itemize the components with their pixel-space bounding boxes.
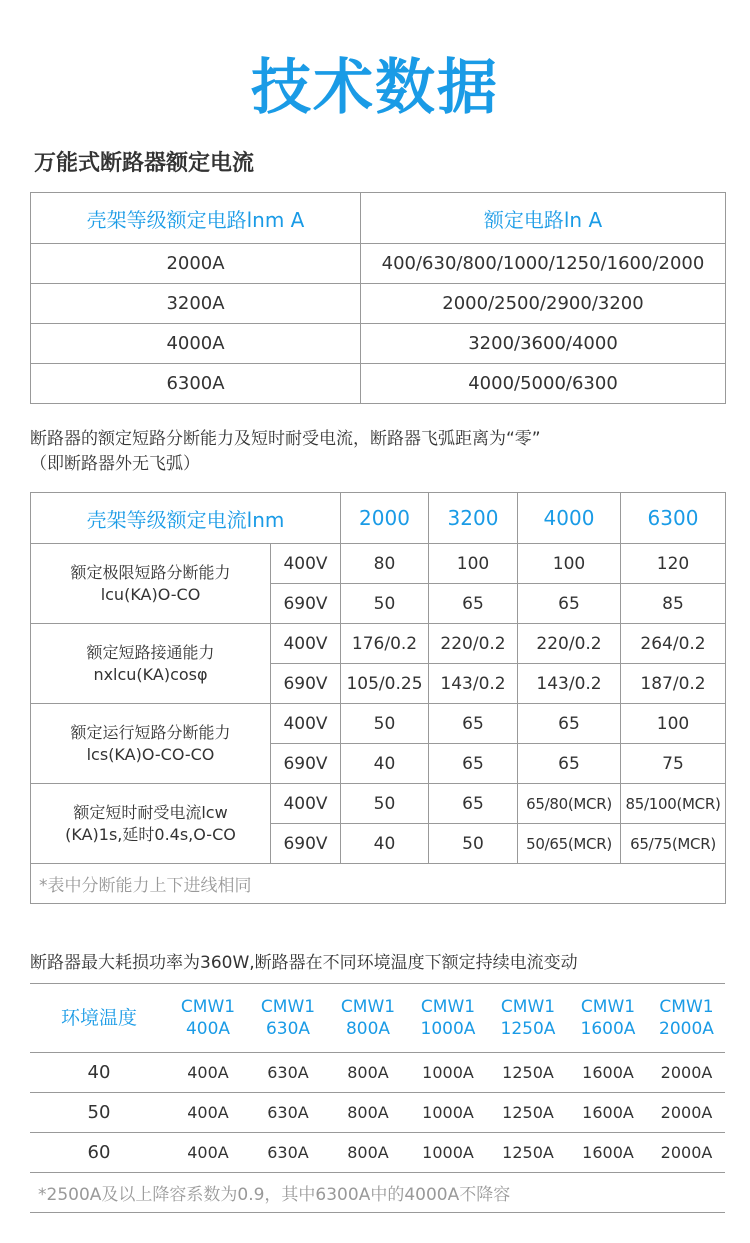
- page-title: 技术数据: [251, 53, 499, 123]
- footnote-row: [31, 864, 726, 904]
- table-cell: 400A: [168, 1053, 248, 1093]
- temperature-cell: 60: [30, 1133, 168, 1173]
- table-cell: 65: [429, 784, 518, 824]
- row-label-line: (KA)1s,延时0.4s,O-CO: [65, 824, 236, 844]
- table-row: [30, 1053, 725, 1093]
- table-cell: 3200/3600/4000: [361, 324, 726, 364]
- table-cell: 143/0.2: [429, 664, 518, 704]
- table-cell: 1600A: [568, 1133, 648, 1173]
- table-cell: 50/65(MCR): [518, 824, 621, 864]
- table-cell: 105/0.25: [341, 664, 429, 704]
- note-line: （即断路器外无飞弧）: [30, 454, 200, 474]
- table-cell: 1250A: [488, 1093, 568, 1133]
- voltage-cell: 400V: [271, 784, 341, 824]
- table-footnote: *2500A及以上降容系数为0.9，其中6300A中的4000A不降容: [30, 1173, 725, 1213]
- row-label: [31, 704, 271, 784]
- table-cell: 630A: [248, 1053, 328, 1093]
- temperature-cell: 50: [30, 1093, 168, 1133]
- temperature-derating-table: [30, 983, 725, 1213]
- header-line: 1600A: [580, 1019, 636, 1039]
- table-header-row: [30, 984, 725, 1053]
- table-cell: 4000A: [31, 324, 361, 364]
- header-line: CMW1: [500, 997, 556, 1017]
- table-cell: 800A: [328, 1133, 408, 1173]
- voltage-cell: 400V: [271, 544, 341, 584]
- row-label-line: 额定短路接通能力: [86, 642, 215, 662]
- header-line: 800A: [345, 1019, 391, 1039]
- table-cell: 220/0.2: [518, 624, 621, 664]
- table-cell: 40: [341, 824, 429, 864]
- footnote-row: [30, 1173, 725, 1213]
- row-label-line: lcs(KA)O-CO-CO: [86, 744, 215, 764]
- table-cell: 2000A: [31, 244, 361, 284]
- header-line: 1000A: [420, 1019, 476, 1039]
- table-cell: 6300A: [31, 364, 361, 404]
- header-line: 400A: [185, 1019, 231, 1039]
- table-cell: 400A: [168, 1133, 248, 1173]
- table-cell: 40: [341, 744, 429, 784]
- table-cell: 630A: [248, 1093, 328, 1133]
- table-row: [31, 784, 726, 824]
- header-line: CMW1: [420, 997, 476, 1017]
- power-loss-note: 断路器最大耗损功率为360W,断路器在不同环境温度下额定持续电流变动: [30, 953, 578, 973]
- table-header-cell: [248, 984, 328, 1053]
- header-line: 2000A: [659, 1019, 714, 1039]
- table-header-cell: 6300: [621, 493, 726, 544]
- table-header-row: [31, 193, 726, 244]
- table-cell: 630A: [248, 1133, 328, 1173]
- table-header-cell: [328, 984, 408, 1053]
- table-row: [31, 284, 726, 324]
- table-header-cell: 壳架等级额定电路lnm A: [31, 193, 361, 244]
- voltage-cell: 400V: [271, 624, 341, 664]
- table-cell: 187/0.2: [621, 664, 726, 704]
- voltage-cell: 690V: [271, 584, 341, 624]
- row-label: [31, 544, 271, 624]
- table-cell: 75: [621, 744, 726, 784]
- table-cell: 65: [518, 744, 621, 784]
- table-cell: 50: [341, 584, 429, 624]
- table-cell: 1250A: [488, 1133, 568, 1173]
- voltage-cell: 690V: [271, 824, 341, 864]
- row-label-line: lcu(KA)O-CO: [100, 584, 201, 604]
- table-cell: 2000A: [648, 1093, 725, 1133]
- table-header-cell: [488, 984, 568, 1053]
- header-line: CMW1: [260, 997, 316, 1017]
- table-header-cell: [648, 984, 725, 1053]
- table-footnote: *表中分断能力上下进线相同: [31, 864, 726, 904]
- header-line: CMW1: [180, 997, 236, 1017]
- voltage-cell: 400V: [271, 704, 341, 744]
- note-line: 断路器的额定短路分断能力及短时耐受电流，断路器飞弧距离为“零”: [30, 429, 541, 449]
- table-row: [31, 324, 726, 364]
- table-header-cell: 3200: [429, 493, 518, 544]
- table-cell: 4000/5000/6300: [361, 364, 726, 404]
- table-cell: 65: [429, 584, 518, 624]
- rated-current-table: [30, 192, 726, 404]
- row-label-line: 额定极限短路分断能力: [70, 562, 231, 582]
- table-cell: 85: [621, 584, 726, 624]
- breaking-capacity-table: [30, 492, 726, 904]
- table-cell: 65: [518, 704, 621, 744]
- table-cell: 176/0.2: [341, 624, 429, 664]
- table-cell: 800A: [328, 1093, 408, 1133]
- table-cell: 65: [518, 584, 621, 624]
- table-header-row: [31, 493, 726, 544]
- table-cell: 400A: [168, 1093, 248, 1133]
- table-cell: 264/0.2: [621, 624, 726, 664]
- table-row: [31, 624, 726, 664]
- section-title: 万能式断路器额定电流: [34, 151, 255, 176]
- table-cell: 220/0.2: [429, 624, 518, 664]
- table-header-cell: 4000: [518, 493, 621, 544]
- table-row: [31, 544, 726, 584]
- table-cell: 1250A: [488, 1053, 568, 1093]
- table-cell: 100: [518, 544, 621, 584]
- table-row: [31, 244, 726, 284]
- table-cell: 1600A: [568, 1093, 648, 1133]
- table-cell: 50: [341, 704, 429, 744]
- table-cell: 400/630/800/1000/1250/1600/2000: [361, 244, 726, 284]
- table-cell: 85/100(MCR): [621, 784, 726, 824]
- row-label-line: 额定运行短路分断能力: [70, 722, 231, 742]
- header-line: CMW1: [580, 997, 636, 1017]
- table-header-cell: [168, 984, 248, 1053]
- row-label: [31, 784, 271, 864]
- row-label-line: 额定短时耐受电流lcw: [73, 802, 228, 822]
- header-line: 630A: [265, 1019, 311, 1039]
- header-line: 1250A: [500, 1019, 556, 1039]
- table-header-cell: [408, 984, 488, 1053]
- table-header-cell: 环境温度: [30, 984, 168, 1053]
- table-cell: 1000A: [408, 1093, 488, 1133]
- table-cell: 2000/2500/2900/3200: [361, 284, 726, 324]
- table-header-cell: 2000: [341, 493, 429, 544]
- temperature-cell: 40: [30, 1053, 168, 1093]
- table-cell: 120: [621, 544, 726, 584]
- table-cell: 65/75(MCR): [621, 824, 726, 864]
- table-row: [31, 704, 726, 744]
- table-cell: 1000A: [408, 1053, 488, 1093]
- table-row: [30, 1133, 725, 1173]
- table-cell: 100: [429, 544, 518, 584]
- table-cell: 3200A: [31, 284, 361, 324]
- table-cell: 65: [429, 704, 518, 744]
- header-line: CMW1: [659, 997, 714, 1017]
- table-cell: 800A: [328, 1053, 408, 1093]
- table-cell: 2000A: [648, 1053, 725, 1093]
- table-row: [30, 1093, 725, 1133]
- table-header-cell: 额定电路ln A: [361, 193, 726, 244]
- table-cell: 1600A: [568, 1053, 648, 1093]
- row-label-line: nxlcu(KA)cosφ: [93, 664, 208, 684]
- table-cell: 50: [341, 784, 429, 824]
- table-cell: 100: [621, 704, 726, 744]
- table-cell: 50: [429, 824, 518, 864]
- table-cell: 65: [429, 744, 518, 784]
- table-header-cell: [568, 984, 648, 1053]
- table-cell: 2000A: [648, 1133, 725, 1173]
- voltage-cell: 690V: [271, 664, 341, 704]
- table-cell: 80: [341, 544, 429, 584]
- row-label: [31, 624, 271, 704]
- voltage-cell: 690V: [271, 744, 341, 784]
- table-row: [31, 364, 726, 404]
- table-header-cell: 壳架等级额定电流lnm: [31, 493, 341, 544]
- table-cell: 143/0.2: [518, 664, 621, 704]
- table-cell: 1000A: [408, 1133, 488, 1173]
- table-cell: 65/80(MCR): [518, 784, 621, 824]
- breaking-capacity-note: [30, 427, 730, 477]
- header-line: CMW1: [340, 997, 396, 1017]
